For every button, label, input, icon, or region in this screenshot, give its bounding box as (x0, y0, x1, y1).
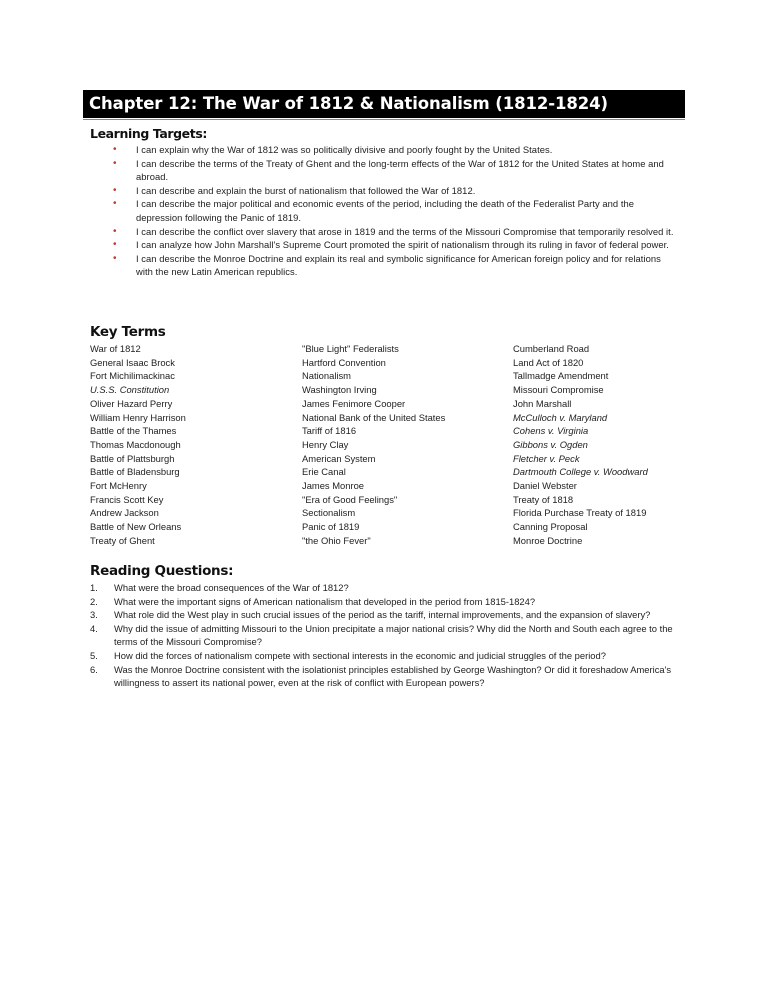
learning-targets-list (90, 143, 680, 279)
chapter-title: Chapter 12: The War of 1812 & Nationalism (1812-1824) (89, 94, 608, 113)
key-term: William Henry Harrison (90, 411, 186, 423)
key-term: "Blue Light" Federalists (302, 343, 399, 354)
key-term: James Monroe (302, 480, 365, 492)
question-text: Was the Monroe Doctrine consistent with the isolationist principles established by George Washington? Or did it foreshadow America's willingness to assert its national power, even at the risk of conflict with European powers? (114, 663, 672, 689)
key-term: Henry Clay (302, 438, 349, 450)
learning-target-item (90, 238, 680, 252)
question-text: How did the forces of nationalism compete with sectional interests in the economic and judicial struggles of the period? (114, 649, 606, 661)
key-term: James Fenimore Cooper (302, 397, 406, 409)
bullet-icon: • (113, 198, 117, 210)
key-term: "the Ohio Fever" (302, 534, 371, 546)
learning-target-item (90, 157, 680, 184)
learning-target-item (90, 184, 680, 198)
key-term: Battle of Plattsburgh (90, 452, 175, 464)
bullet-icon: • (113, 184, 117, 196)
key-term: Tallmadge Amendment (513, 370, 609, 382)
reading-question-item (90, 608, 682, 622)
question-number: 6. (90, 663, 98, 675)
bullet-icon: • (113, 239, 117, 251)
key-term: Monroe Doctrine (513, 534, 583, 546)
key-terms-column-2 (302, 342, 512, 548)
key-term: Treaty of Ghent (90, 534, 155, 546)
reading-question-item (90, 649, 682, 663)
reading-question-item (90, 663, 682, 690)
learning-target-text: I can describe the conflict over slavery that arose in 1819 and the terms of the Missouri Compromise that temporarily resolved it. (136, 225, 674, 237)
reading-questions-heading: Reading Questions: (90, 563, 234, 579)
key-term: Francis Scott Key (90, 493, 164, 505)
key-term: Tariff of 1816 (302, 425, 357, 437)
learning-target-text: I can describe the major political and economic events of the period, including the death of the Federalist Party and the depression following the Panic of 1819. (136, 198, 635, 223)
title-divider (83, 119, 685, 120)
key-term: Dartmouth College v. Woodward (513, 466, 648, 478)
key-term: Florida Purchase Treaty of 1819 (513, 507, 647, 519)
key-term: Canning Proposal (513, 521, 588, 533)
question-number: 3. (90, 609, 98, 621)
learning-target-text: I can analyze how John Marshall's Supreme Court promoted the spirit of nationalism through its ruling in favor of federal power. (136, 239, 669, 251)
key-term: Andrew Jackson (90, 507, 159, 519)
key-term: Fort McHenry (90, 480, 147, 492)
key-term: General Isaac Brock (90, 356, 175, 368)
bullet-icon: • (113, 252, 117, 264)
key-term: Oliver Hazard Perry (90, 397, 173, 409)
question-number: 1. (90, 582, 98, 593)
question-number: 4. (90, 622, 98, 634)
learning-target-item (90, 252, 680, 279)
question-number: 5. (90, 649, 98, 661)
bullet-icon: • (113, 157, 117, 169)
question-text: Why did the issue of admitting Missouri to the Union precipitate a major national crisis? Why did the North and South each agree to the terms of the Missouri Compromise? (114, 622, 673, 648)
learning-target-item (90, 143, 680, 157)
learning-target-text: I can describe the Monroe Doctrine and explain its real and symbolic significance for American foreign policy and for relations with the new Latin American republics. (136, 252, 661, 278)
learning-targets-heading: Learning Targets: (90, 126, 207, 141)
reading-question-item (90, 595, 682, 609)
learning-target-text: I can describe and explain the burst of nationalism that followed the War of 1812. (136, 184, 476, 196)
key-term: Thomas Macdonough (90, 438, 181, 450)
key-term: Erie Canal (302, 466, 346, 478)
learning-target-text: I can describe the terms of the Treaty of Ghent and the long-term effects of the War of 1812 for the United States at home and abroad. (136, 157, 664, 183)
key-term: Treaty of 1818 (513, 493, 574, 505)
key-term: John Marshall (513, 397, 572, 409)
key-term: War of 1812 (90, 343, 141, 354)
key-term: Washington Irving (302, 384, 377, 396)
key-term: Cohens v. Virginia (513, 425, 589, 437)
key-term: Daniel Webster (513, 480, 577, 492)
key-term: Battle of the Thames (90, 425, 177, 437)
key-terms-heading: Key Terms (90, 324, 166, 340)
key-term: Land Act of 1820 (513, 356, 584, 368)
question-text: What were the broad consequences of the War of 1812? (114, 582, 349, 593)
question-text: What role did the West play in such crucial issues of the period as the tariff, internal improvements, and the expansion of slavery? (114, 609, 651, 621)
key-term: Fort Michilimackinac (90, 370, 175, 382)
key-term: McCulloch v. Maryland (513, 411, 608, 423)
key-term: National Bank of the United States (302, 411, 446, 423)
learning-target-item (90, 197, 680, 224)
reading-questions-list (90, 581, 682, 690)
key-term: Missouri Compromise (513, 384, 604, 396)
key-term: Battle of New Orleans (90, 521, 182, 533)
key-term: "Era of Good Feelings" (302, 493, 398, 505)
question-number: 2. (90, 595, 98, 607)
learning-target-text: I can explain why the War of 1812 was so politically divisive and poorly fought by the United States. (136, 144, 553, 155)
key-term: Sectionalism (302, 507, 356, 519)
key-term: Fletcher v. Peck (513, 452, 580, 464)
bullet-icon: • (113, 144, 117, 155)
key-term: Gibbons v. Ogden (513, 438, 588, 450)
key-terms-column-3 (513, 342, 723, 548)
key-term: American System (302, 452, 376, 464)
key-term: U.S.S. Constitution (90, 384, 170, 396)
key-term: Cumberland Road (513, 343, 590, 354)
key-term: Battle of Bladensburg (90, 466, 180, 478)
reading-question-item (90, 622, 682, 649)
learning-target-item (90, 225, 680, 239)
key-term: Hartford Convention (302, 356, 386, 368)
bullet-icon: • (113, 225, 117, 237)
chapter-title-bar (83, 90, 685, 118)
reading-question-item (90, 581, 682, 595)
key-term: Nationalism (302, 370, 351, 382)
key-terms-column-1 (90, 342, 300, 548)
question-text: What were the important signs of American nationalism that developed in the period from 1815-1824? (114, 595, 536, 607)
key-term: Panic of 1819 (302, 521, 360, 533)
